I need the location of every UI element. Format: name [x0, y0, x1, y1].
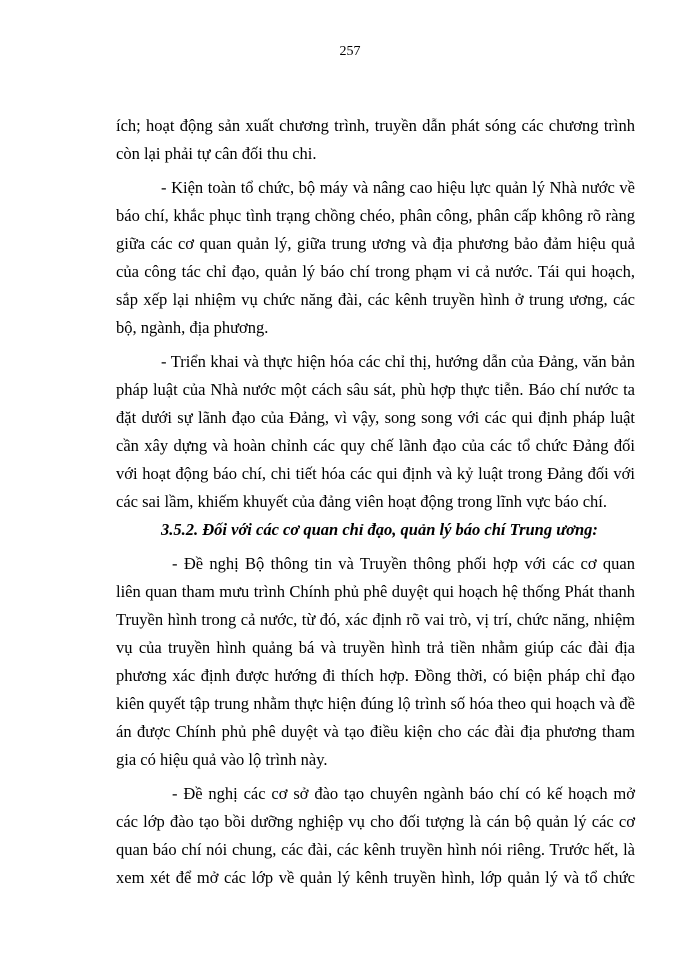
text-line: báo chí, khắc phục tình trạng chồng chéo, phân công, phân cấp không rõ ràng	[116, 206, 635, 225]
text-line: án được Chính phủ phê duyệt và tạo điều kiện cho các đài địa phương tham	[116, 722, 635, 741]
text-line: - Đề nghị Bộ thông tin và Truyền thông phối hợp với các cơ quan	[172, 554, 635, 573]
text-line: liên quan tham mưu trình Chính phủ phê duyệt qui hoạch hệ thống Phát thanh	[116, 582, 635, 601]
text-line: xem xét để mở các lớp về quản lý kênh truyền hình, lớp quản lý và tổ chức	[116, 868, 635, 887]
text-line: các sai lầm, khiếm khuyết của đảng viên hoạt động trong lĩnh vực báo chí.	[116, 492, 607, 511]
text-line: sắp xếp lại nhiệm vụ chức năng đài, các kênh truyền hình ở trung ương, các	[116, 290, 635, 309]
text-line: bộ, ngành, địa phương.	[116, 318, 269, 337]
section-heading: 3.5.2. Đối với các cơ quan chỉ đạo, quản lý báo chí Trung ương:	[161, 520, 598, 539]
text-line: còn lại phải tự cân đối thu chi.	[116, 144, 317, 163]
text-line: quan báo chí nói chung, các đài, các kênh truyền hình nói riêng. Trước hết, là	[116, 840, 635, 859]
text-line: vụ của truyền hình quảng bá và truyền hình trả tiền nhằm giúp các đài địa	[116, 638, 635, 657]
text-line: cần xây dựng và hoàn chỉnh các quy chế lãnh đạo của các tổ chức Đảng đối	[116, 436, 635, 455]
text-line: - Đề nghị các cơ sở đào tạo chuyên ngành báo chí có kế hoạch mở	[172, 784, 635, 803]
body-text	[116, 112, 635, 892]
text-line: với hoạt động báo chí, chi tiết hóa các qui định và kỷ luật trong Đảng đối với	[116, 464, 635, 483]
text-line: giữa các cơ quan quản lý, giữa trung ương và địa phương bảo đảm hiệu quả	[116, 234, 635, 253]
text-line: kiên quyết tập trung nhằm thực hiện đúng lộ trình số hóa theo qui hoạch và đề	[116, 694, 635, 713]
text-line: các lớp đào tạo bồi dưỡng nghiệp vụ cho đối tượng là cán bộ quản lý các cơ	[116, 812, 635, 831]
text-line: pháp luật của Nhà nước một cách sâu sát, phù hợp thực tiễn. Báo chí nước ta	[116, 380, 635, 399]
text-line: phương xác định được hướng đi thích hợp. Đồng thời, có biện pháp chỉ đạo	[116, 666, 635, 685]
page-number: 257	[339, 44, 361, 59]
text-line: của công tác chỉ đạo, quản lý báo chí trong phạm vi cả nước. Tái qui hoạch,	[116, 262, 635, 281]
text-line: gia có hiệu quả vào lộ trình này.	[116, 750, 328, 769]
text-line: ích; hoạt động sản xuất chương trình, truyền dẫn phát sóng các chương trình	[116, 116, 635, 135]
text-line: - Kiện toàn tổ chức, bộ máy và nâng cao hiệu lực quản lý Nhà nước về	[161, 178, 635, 197]
text-line: - Triển khai và thực hiện hóa các chỉ thị, hướng dẫn của Đảng, văn bản	[161, 352, 635, 371]
text-line: đặt dưới sự lãnh đạo của Đảng, vì vậy, song song với các qui định pháp luật	[116, 408, 635, 427]
text-line: Truyền hình trong cả nước, từ đó, xác định rõ vai trò, vị trí, chức năng, nhiệm	[116, 610, 635, 629]
